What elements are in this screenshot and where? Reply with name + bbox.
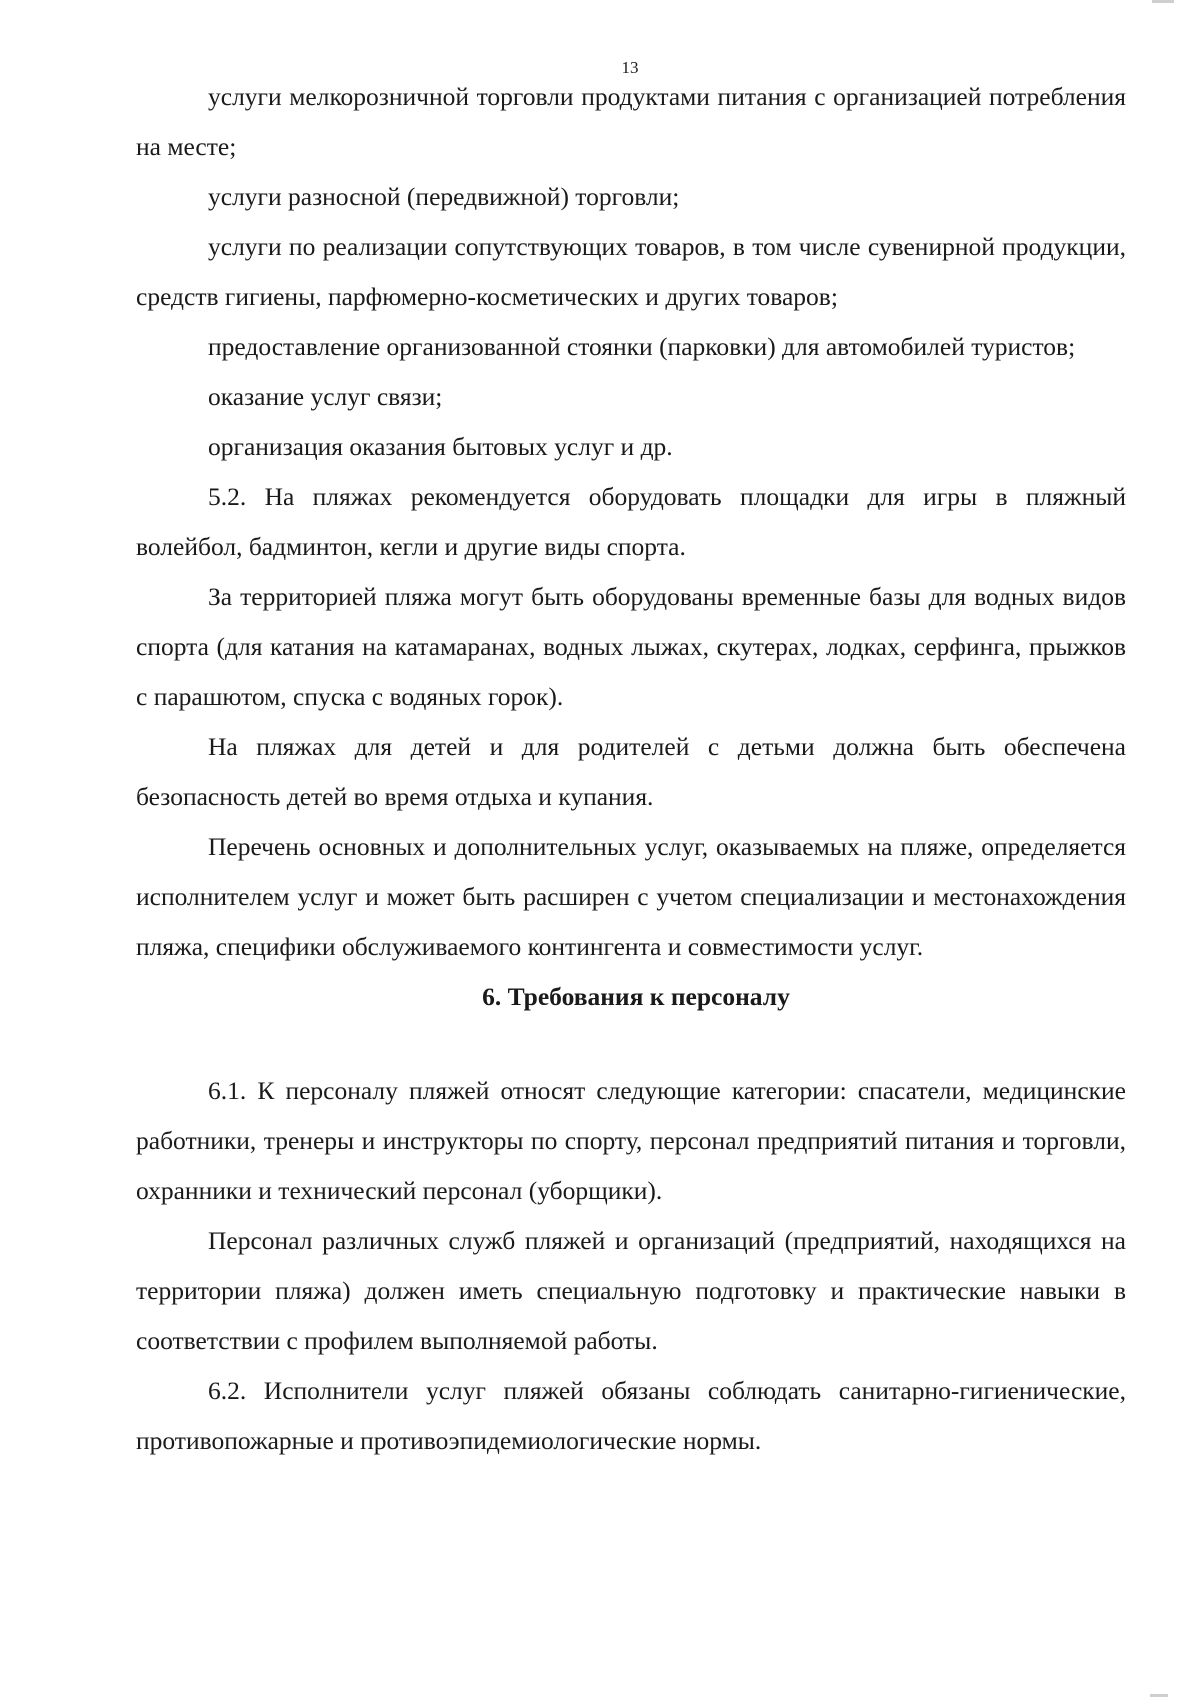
paragraph: услуги мелкорозничной торговли продуктами питания с организацией потребления на месте; <box>136 82 1126 161</box>
paragraph: оказание услуг связи; <box>208 382 443 411</box>
paragraph: За территорией пляжа могут быть оборудованы временные базы для водных видов спорта (для катания на катамаранах, водных лыжах, скутерах, лодках, серфинга, прыжков с парашютом, спуска с водяных горок). <box>136 582 1126 711</box>
paragraph: На пляжах для детей и для родителей с детьми должна быть обеспечена безопасность детей во время отдыха и купания. <box>136 732 1126 811</box>
page-number: 13 <box>621 58 639 77</box>
section-heading: 6. Требования к персоналу <box>482 982 790 1011</box>
paragraph: услуги по реализации сопутствующих товаров, в том числе сувенирной продукции, средств гигиены, парфюмерно-косметических и других товаров; <box>136 232 1126 311</box>
paragraph: 6.2. Исполнители услуг пляжей обязаны соблюдать санитарно-гигиенические, противопожарные и противоэпидемиологические нормы. <box>136 1376 1126 1455</box>
paragraph: 5.2. На пляжах рекомендуется оборудовать площадки для игры в пляжный волейбол, бадминтон, кегли и другие виды спорта. <box>136 482 1126 561</box>
paragraph: услуги разносной (передвижной) торговли; <box>208 182 680 211</box>
paragraph: Персонал различных служб пляжей и организаций (предприятий, находящихся на территории пляжа) должен иметь специальную подготовку и практические навыки в соответствии с профилем выполняемой работы. <box>136 1226 1126 1355</box>
paragraph: предоставление организованной стоянки (парковки) для автомобилей туристов; <box>208 332 1076 361</box>
paragraph: организация оказания бытовых услуг и др. <box>208 432 673 461</box>
scan-artifact <box>1152 0 1174 3</box>
paragraph: Перечень основных и дополнительных услуг, оказываемых на пляже, определяется исполнителем услуг и может быть расширен с учетом специализации и местонахождения пляжа, специфики обслуживаемого контингента и совместимости услуг. <box>136 832 1126 961</box>
paragraph: 6.1. К персоналу пляжей относят следующие категории: спасатели, медицинские работники, тренеры и инструкторы по спорту, персонал предприятий питания и торговли, охранники и технический персонал (уборщики). <box>136 1076 1126 1205</box>
document-body <box>136 72 1126 1466</box>
